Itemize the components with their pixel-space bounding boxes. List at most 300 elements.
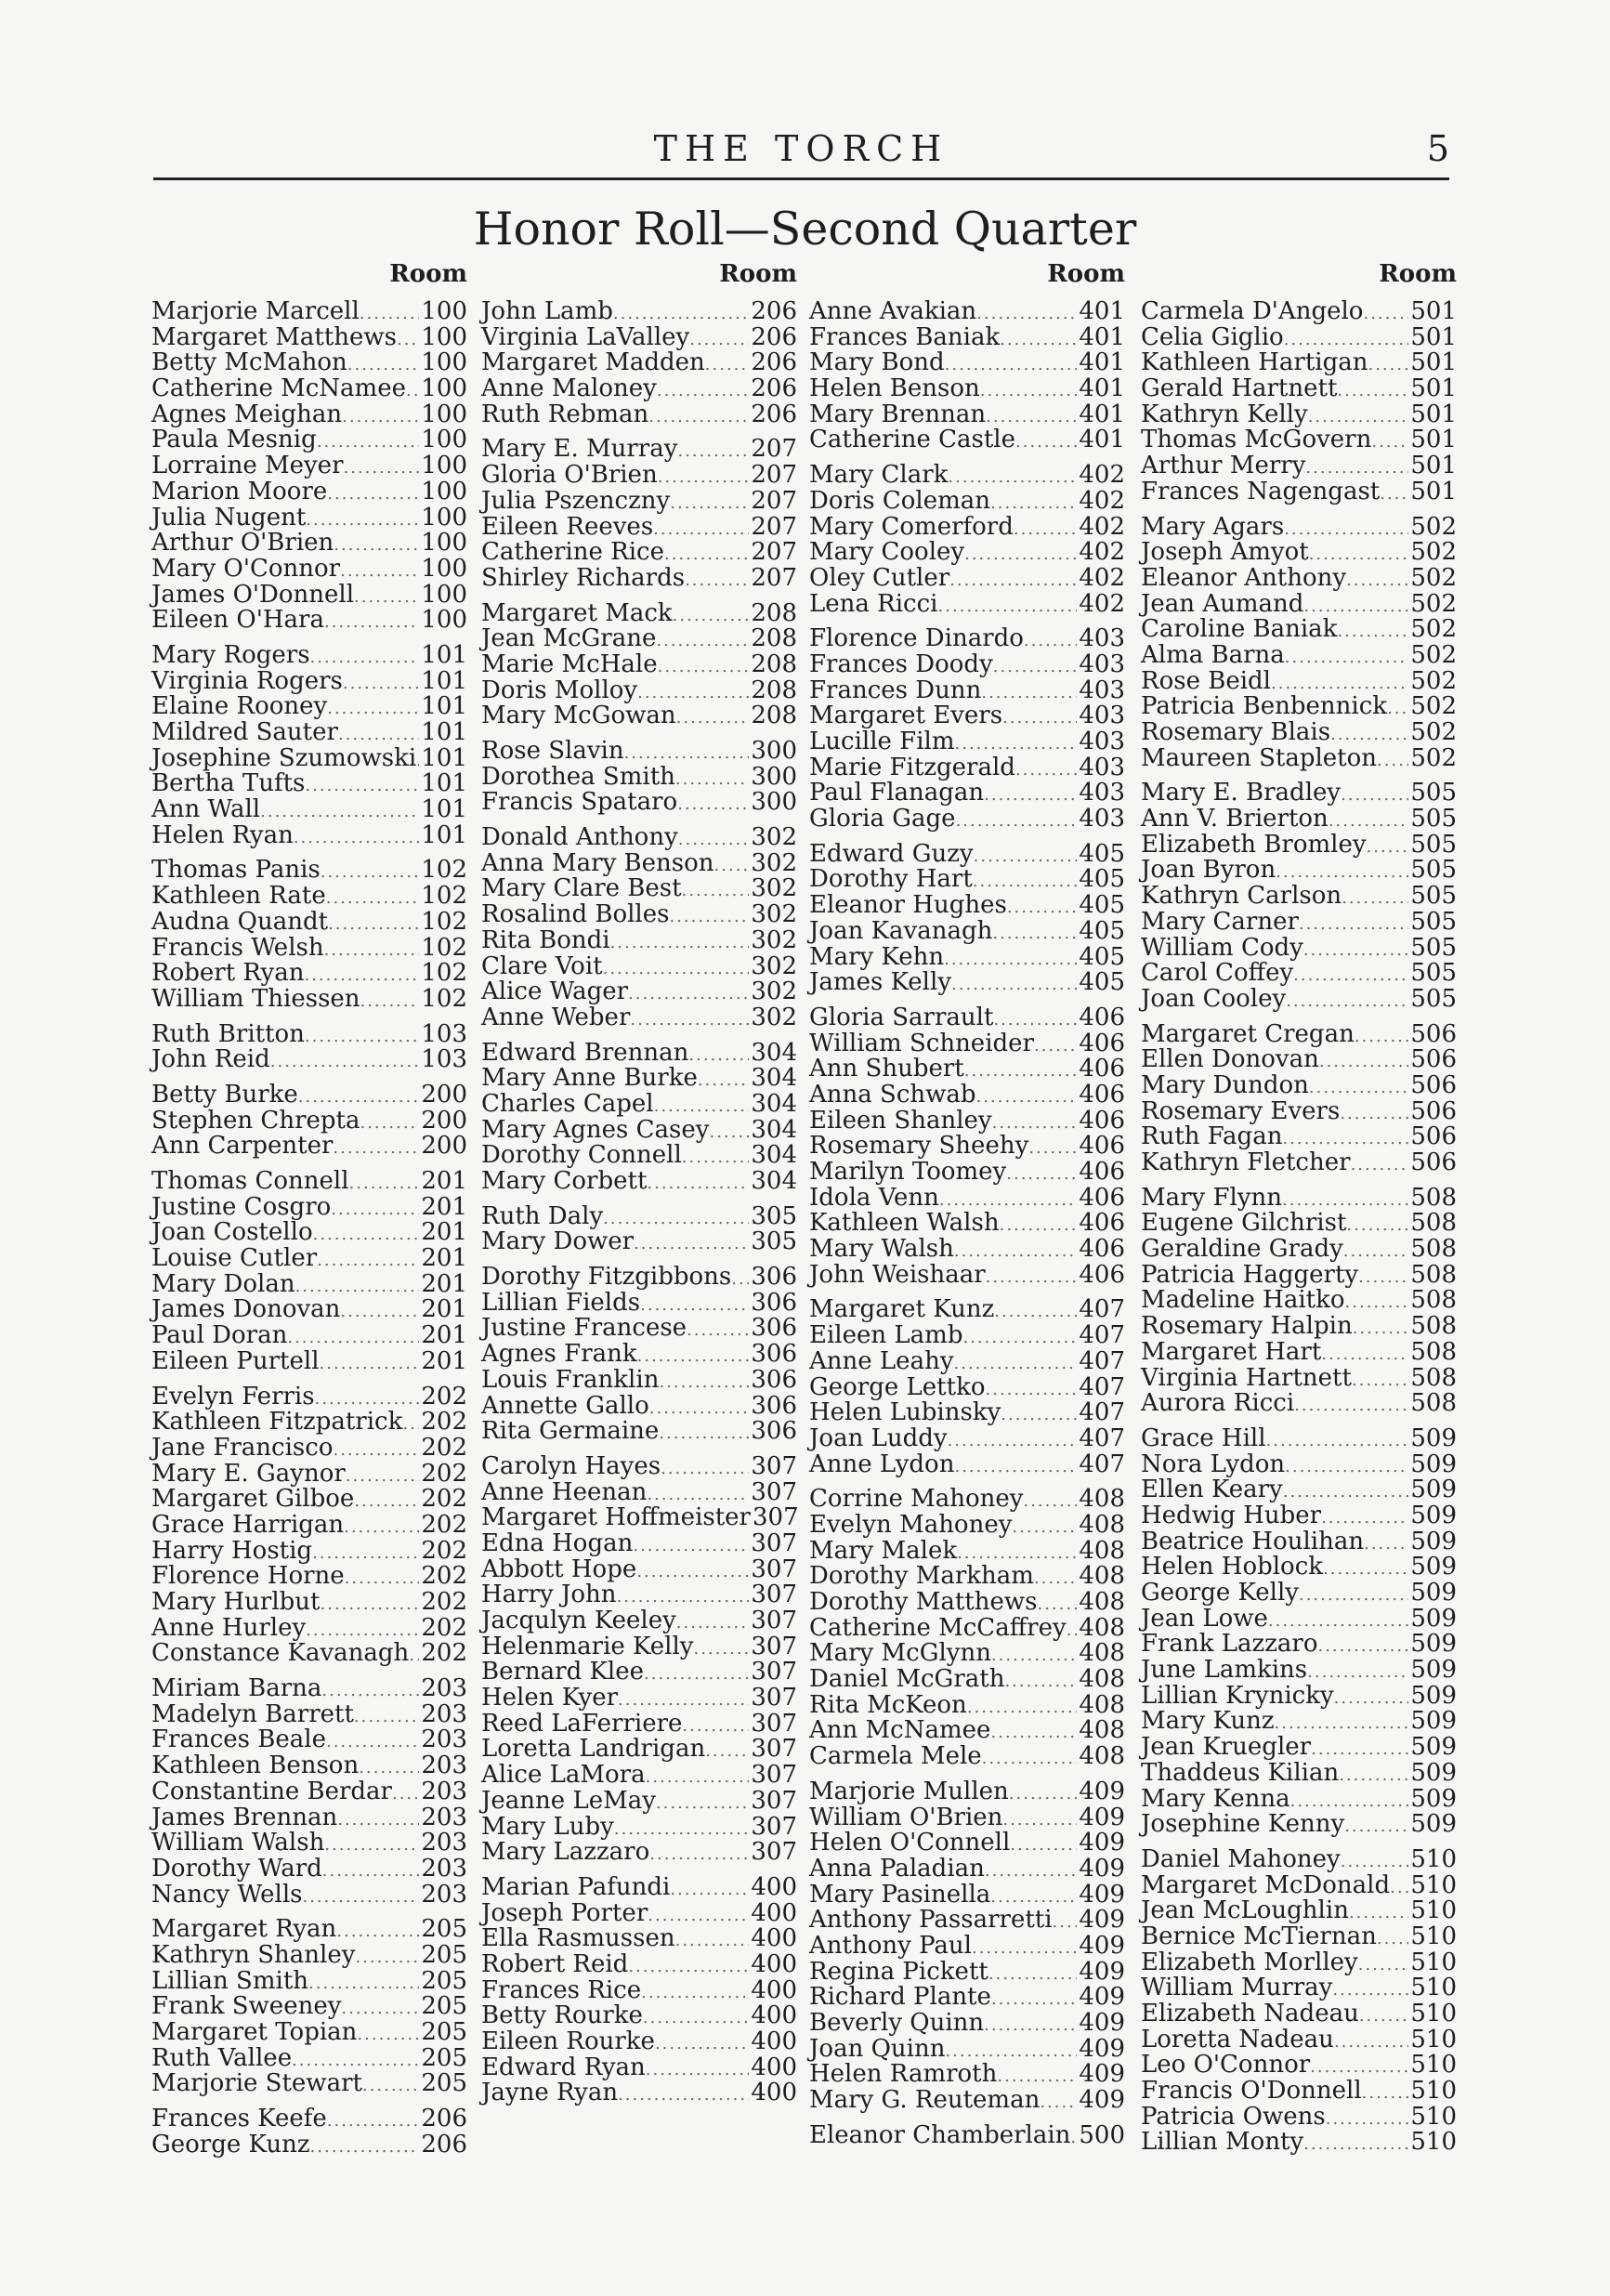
dot-leader — [1015, 757, 1077, 783]
room-number: 203 — [421, 1777, 467, 1805]
dot-leader — [646, 2057, 750, 2083]
honor-roll-entry — [809, 1183, 1125, 1212]
room-number: 203 — [421, 1854, 467, 1883]
room-number: 409 — [1079, 1931, 1125, 1960]
room-number: 406 — [1079, 1183, 1125, 1212]
honor-roll-entry — [151, 1192, 467, 1221]
honor-roll-entry — [809, 1082, 1125, 1109]
room-group — [809, 2120, 1125, 2149]
student-name: Elizabeth Bromley — [1141, 830, 1367, 859]
room-number: 307 — [751, 1607, 797, 1634]
honor-roll-entry — [809, 867, 1125, 893]
honor-roll-entry — [481, 876, 797, 902]
honor-roll-entry — [481, 2029, 797, 2055]
honor-roll-entry — [809, 1880, 1125, 1909]
room-number: 302 — [751, 848, 797, 877]
room-number: 508 — [1410, 1389, 1457, 1418]
room-number: 501 — [1410, 374, 1457, 403]
dot-leader — [1352, 1368, 1408, 1394]
room-group — [151, 1676, 467, 1908]
room-number: 509 — [1410, 1784, 1457, 1813]
room-number: 205 — [421, 1992, 467, 2021]
student-name: Joan Luddy — [809, 1424, 948, 1452]
room-number: 400 — [751, 1872, 797, 1901]
student-name: Regina Pickett — [809, 1957, 988, 1986]
student-name: Audna Quandt — [151, 907, 329, 936]
honor-roll-entry — [1141, 1452, 1457, 1478]
room-number: 400 — [751, 1975, 797, 2004]
honor-roll-entry — [809, 807, 1125, 833]
student-name: George Kunz — [151, 2130, 310, 2158]
student-name: Rosemary Evers — [1141, 1096, 1341, 1125]
honor-roll-entry — [1141, 858, 1457, 884]
dot-leader — [1363, 301, 1408, 327]
room-number: 407 — [1079, 1295, 1125, 1324]
dot-leader — [1326, 2106, 1409, 2132]
dot-leader — [1067, 1618, 1078, 1644]
room-number: 205 — [421, 2018, 467, 2046]
student-name: Mary Agnes Casey — [481, 1115, 710, 1144]
honor-roll-entry — [1141, 720, 1457, 746]
room-group — [481, 1038, 797, 1195]
student-name: Louise Cutler — [151, 1244, 318, 1273]
student-name: Gloria O'Brien — [481, 461, 658, 490]
student-name: Anthony Paul — [809, 1931, 972, 1960]
honor-roll-entry — [481, 540, 797, 566]
room-number: 502 — [1410, 563, 1457, 592]
dot-leader — [964, 542, 1077, 568]
header-rule — [153, 177, 1449, 180]
dot-leader — [360, 989, 420, 1015]
dot-leader — [962, 1325, 1077, 1351]
room-number: 100 — [421, 503, 467, 531]
room-number: 207 — [751, 538, 797, 567]
room-group — [1141, 1019, 1457, 1176]
honor-roll-entry — [809, 1613, 1125, 1642]
student-name: Helen Hoblock — [1141, 1553, 1324, 1581]
room-number: 206 — [751, 374, 797, 403]
student-name: Idola Venn — [809, 1183, 939, 1212]
dot-leader — [618, 2082, 749, 2108]
room-number: 401 — [1079, 400, 1125, 428]
student-name: Joan Cooley — [1141, 984, 1287, 1013]
honor-roll-entry — [809, 1106, 1125, 1135]
room-number: 400 — [751, 1924, 797, 1953]
honor-roll-entry — [809, 1260, 1125, 1289]
room-number: 406 — [1079, 1029, 1125, 1057]
honor-roll-entry — [809, 1323, 1125, 1349]
student-name: Margaret Hart — [1141, 1337, 1322, 1366]
room-number: 208 — [751, 676, 797, 704]
student-name: Marjorie Mullen — [809, 1777, 1009, 1805]
dot-leader — [661, 1456, 749, 1482]
room-number: 203 — [421, 1803, 467, 1831]
student-name: William Cody — [1141, 933, 1303, 962]
room-label: Room — [719, 260, 797, 288]
room-number: 405 — [1079, 942, 1125, 971]
room-number: 206 — [421, 2130, 467, 2158]
room-number: 304 — [751, 1141, 797, 1170]
honor-roll-entry — [809, 1908, 1125, 1934]
room-number: 501 — [1410, 477, 1457, 505]
student-name: Florence Horne — [151, 1562, 345, 1591]
room-number: 202 — [421, 1408, 467, 1437]
student-name: William O'Brien — [809, 1803, 1003, 1831]
honor-roll-entry — [1141, 2053, 1457, 2079]
honor-roll-entry — [809, 350, 1125, 376]
dot-leader — [270, 1049, 420, 1075]
honor-roll-entry — [809, 1931, 1125, 1960]
dot-leader — [1028, 1135, 1077, 1161]
room-number: 208 — [751, 649, 797, 678]
student-name: Mary E. Gaynor — [151, 1459, 346, 1488]
room-number: 205 — [421, 2069, 467, 2098]
student-name: Carmela Mele — [809, 1742, 982, 1771]
honor-roll-entry — [151, 1510, 467, 1539]
honor-roll-entry — [809, 1056, 1125, 1082]
honor-roll-entry — [151, 1994, 467, 2020]
honor-roll-entry — [481, 1812, 797, 1841]
honor-roll-entry — [481, 762, 797, 791]
dot-leader — [402, 1411, 419, 1437]
room-number: 100 — [421, 297, 467, 325]
student-name: Reed LaFerriere — [481, 1709, 683, 1738]
student-name: Mary Walsh — [809, 1235, 954, 1264]
dot-leader — [357, 2022, 419, 2048]
student-name: Mary Hurlbut — [151, 1588, 321, 1616]
student-name: Virginia Hartnett — [1141, 1363, 1352, 1392]
honor-roll-entry — [1141, 479, 1457, 505]
dot-leader — [670, 1877, 749, 1903]
honor-roll-entry — [151, 666, 467, 695]
student-name: Helen Kyer — [481, 1684, 619, 1712]
student-name: Loretta Landrigan — [481, 1735, 706, 1764]
honor-roll-entry — [1141, 540, 1457, 566]
student-name: Rosemary Blais — [1141, 718, 1331, 746]
dot-leader — [1362, 2080, 1409, 2106]
student-name: Frances Beale — [151, 1725, 326, 1754]
honor-roll-entry — [481, 1169, 797, 1195]
room-group — [151, 1019, 467, 1074]
student-name: Helen Lubinsky — [809, 1398, 1001, 1427]
honor-roll-entry — [481, 1898, 797, 1927]
dot-leader — [675, 767, 749, 793]
room-number: 409 — [1079, 1957, 1125, 1986]
room-number: 307 — [751, 1528, 797, 1557]
room-number: 100 — [421, 400, 467, 428]
dot-leader — [1002, 1807, 1077, 1833]
honor-roll-entry — [151, 1082, 467, 1109]
room-number: 307 — [751, 1477, 797, 1506]
journal-title: THE TORCH — [653, 128, 949, 169]
room-number: 510 — [1410, 1922, 1457, 1950]
student-name: Frances Rice — [481, 1975, 642, 2004]
room-number: 406 — [1079, 1080, 1125, 1109]
student-name: James Donovan — [151, 1295, 341, 1324]
room-number: 409 — [1079, 1983, 1125, 2012]
dot-leader — [1342, 886, 1408, 912]
room-number: 510 — [1410, 1896, 1457, 1925]
student-name: Carolyn Hayes — [481, 1451, 661, 1480]
student-name: Maureen Stapleton — [1141, 743, 1378, 772]
dot-leader — [392, 1781, 419, 1807]
honor-roll-entry — [151, 1856, 467, 1883]
room-number: 102 — [421, 984, 467, 1013]
room-number: 302 — [751, 900, 797, 929]
student-name: Margaret Hoffmeister — [481, 1503, 751, 1532]
student-name: Thaddeus Kilian — [1141, 1758, 1340, 1787]
dot-leader — [1285, 1454, 1408, 1480]
honor-roll-entry — [809, 1779, 1125, 1805]
student-name: Joseph Porter — [481, 1898, 648, 1927]
room-number: 502 — [1410, 538, 1457, 567]
student-name: Anne Hurley — [151, 1613, 307, 1642]
honor-roll-entry — [481, 486, 797, 515]
student-name: Mary Dower — [481, 1227, 635, 1256]
student-name: Betty Rourke — [481, 2001, 643, 2030]
room-number: 403 — [1079, 728, 1125, 755]
honor-roll-entry — [481, 598, 797, 627]
honor-roll-entry — [151, 797, 467, 823]
dot-leader — [354, 1489, 419, 1515]
dot-leader — [634, 1231, 749, 1257]
honor-roll-entry — [809, 626, 1125, 652]
honor-roll-entry — [809, 589, 1125, 618]
room-group — [481, 1201, 797, 1256]
honor-roll-entry — [1141, 1898, 1457, 1924]
honor-roll-entry — [481, 2055, 797, 2081]
dot-leader — [1004, 1669, 1077, 1695]
honor-roll-entry — [151, 907, 467, 936]
room-number: 201 — [421, 1167, 467, 1195]
room-number: 508 — [1410, 1312, 1457, 1341]
room-number: 502 — [1410, 512, 1457, 541]
honor-roll-column — [809, 299, 1125, 2158]
honor-roll-entry — [1141, 512, 1457, 541]
dot-leader — [1001, 1402, 1077, 1428]
room-group — [481, 437, 797, 591]
dot-leader — [990, 1720, 1077, 1746]
room-number: 305 — [751, 1227, 797, 1256]
room-number: 206 — [751, 322, 797, 351]
honor-roll-entry — [151, 554, 467, 583]
honor-roll-entry — [151, 1169, 467, 1195]
room-group — [481, 1451, 799, 1867]
honor-roll-entry — [809, 942, 1125, 971]
student-name: Kathleen Benson — [151, 1752, 360, 1780]
student-name: Betty McMahon — [151, 348, 347, 377]
room-number: 103 — [421, 1019, 467, 1048]
student-name: Eileen Lamb — [809, 1321, 963, 1350]
room-number: 307 — [751, 1709, 797, 1738]
honor-roll-entry — [809, 839, 1125, 868]
room-number: 102 — [421, 882, 467, 911]
student-name: Nancy Wells — [151, 1880, 303, 1909]
dot-leader — [675, 1928, 750, 1954]
honor-roll-entry — [809, 1400, 1125, 1426]
room-number: 506 — [1410, 1148, 1457, 1176]
student-name: Thomas Connell — [151, 1167, 349, 1195]
honor-roll-entry — [151, 1047, 467, 1073]
dot-leader — [1299, 912, 1408, 938]
room-number: 206 — [751, 348, 797, 377]
room-number: 302 — [751, 823, 797, 852]
honor-roll-entry — [151, 743, 467, 772]
honor-roll-entry — [1141, 1658, 1457, 1684]
dot-leader — [1346, 568, 1408, 594]
dot-leader — [1387, 696, 1408, 722]
room-number: 407 — [1079, 1424, 1125, 1452]
room-number: 409 — [1079, 2009, 1125, 2037]
dot-leader — [340, 1299, 419, 1325]
student-name: Patricia Benbennick — [1141, 692, 1388, 721]
dot-leader — [956, 808, 1078, 834]
student-name: Dorothy Hart — [809, 865, 973, 894]
student-name: Lillian Krynicky — [1141, 1681, 1334, 1710]
student-name: Mary Pasinella — [809, 1880, 991, 1909]
student-name: Gloria Gage — [809, 805, 956, 833]
room-number: 403 — [1079, 779, 1125, 807]
dot-leader — [1371, 429, 1408, 455]
student-name: Grace Hill — [1141, 1424, 1266, 1452]
honor-roll-entry — [481, 1365, 797, 1394]
room-number: 502 — [1410, 743, 1457, 772]
room-group — [809, 1297, 1125, 1477]
honor-roll-entry — [481, 1528, 797, 1557]
student-name: Robert Reid — [481, 1949, 629, 1978]
room-number: 501 — [1410, 297, 1457, 325]
honor-roll-entry — [151, 1940, 467, 1969]
room-number: 509 — [1410, 1733, 1457, 1762]
room-number: 406 — [1079, 1132, 1125, 1161]
student-name: John Reid — [151, 1045, 270, 1074]
room-number: 409 — [1079, 1906, 1125, 1935]
honor-roll-entry — [1141, 1581, 1457, 1607]
room-number: 400 — [751, 1898, 797, 1927]
honor-roll-entry — [1141, 322, 1457, 351]
dot-leader — [360, 1110, 419, 1136]
room-number: 405 — [1079, 916, 1125, 945]
student-name: Edward Guzy — [809, 839, 974, 868]
student-name: Edward Brennan — [481, 1038, 689, 1067]
honor-roll-entry — [809, 563, 1125, 592]
student-name: Frank Lazzaro — [1141, 1630, 1318, 1659]
room-number: 200 — [421, 1080, 467, 1109]
dot-leader — [1355, 1024, 1409, 1050]
honor-roll-entry — [1141, 453, 1457, 479]
student-name: Kathleen Rate — [151, 882, 326, 911]
honor-roll-entry — [151, 1106, 467, 1135]
student-name: Frances Doody — [809, 649, 993, 678]
student-name: Mary Rogers — [151, 640, 310, 669]
honor-roll-entry — [809, 781, 1125, 807]
dot-leader — [1285, 645, 1409, 671]
student-name: Paul Doran — [151, 1321, 288, 1350]
dot-leader — [643, 2005, 749, 2031]
honor-roll-entry — [151, 1805, 467, 1831]
room-number: 509 — [1410, 1707, 1457, 1736]
student-name: Dorothea Smith — [481, 762, 675, 791]
room-number: 408 — [1079, 1588, 1125, 1616]
student-name: Helen Ryan — [151, 820, 294, 849]
dot-leader — [669, 904, 749, 930]
student-name: Donald Anthony — [481, 823, 678, 852]
dot-leader — [1014, 517, 1077, 543]
dot-leader — [1364, 1531, 1408, 1557]
dot-leader — [321, 1592, 420, 1618]
dot-leader — [1023, 1489, 1077, 1515]
honor-roll-column — [151, 299, 467, 2167]
student-name: Frances Keefe — [151, 2105, 327, 2133]
room-number: 201 — [421, 1295, 467, 1324]
student-name: Dorothy Markham — [809, 1562, 1034, 1591]
student-name: Rita Bondi — [481, 925, 610, 954]
student-name: John Weishaar — [809, 1260, 986, 1289]
honor-roll-entry — [1141, 1237, 1457, 1263]
room-number: 307 — [751, 1632, 797, 1660]
honor-roll-entry — [481, 703, 797, 729]
room-number: 305 — [751, 1201, 797, 1230]
student-name: Margaret McDonald — [1141, 1870, 1391, 1899]
dot-leader — [1053, 1909, 1078, 1935]
honor-roll-entry — [151, 2020, 467, 2046]
dot-leader — [349, 1171, 420, 1197]
student-name: Betty Burke — [151, 1080, 298, 1109]
room-number: 510 — [1410, 2051, 1457, 2080]
student-name: Anne Maloney — [481, 374, 657, 403]
dot-leader — [1286, 989, 1408, 1015]
student-name: Kathryn Fletcher — [1141, 1148, 1351, 1176]
honor-roll-entry — [481, 437, 797, 463]
room-group — [1141, 512, 1457, 772]
honor-roll-entry — [809, 1856, 1125, 1883]
student-name: Ann Carpenter — [151, 1132, 334, 1161]
dot-leader — [310, 2134, 420, 2160]
dot-leader — [1293, 963, 1408, 989]
honor-roll-entry — [809, 486, 1125, 515]
room-number: 100 — [421, 554, 467, 583]
student-name: Ruth Fagan — [1141, 1122, 1283, 1151]
dot-leader — [1359, 2003, 1409, 2029]
room-number: 506 — [1410, 1122, 1457, 1151]
honor-roll-entry — [481, 979, 797, 1005]
student-name: Ruth Daly — [481, 1201, 604, 1230]
dot-leader — [406, 378, 419, 404]
student-name: Mary G. Reuteman — [809, 2086, 1041, 2115]
honor-roll-entry — [151, 720, 467, 746]
dot-leader — [984, 2013, 1077, 2039]
student-name: Anne Avakian — [809, 297, 977, 325]
room-number: 300 — [751, 762, 797, 791]
room-number: 203 — [421, 1699, 467, 1728]
room-group — [1141, 781, 1457, 1012]
dot-leader — [938, 594, 1078, 620]
honor-roll-entry — [481, 951, 797, 980]
dot-leader — [676, 705, 750, 731]
room-number: 509 — [1410, 1476, 1457, 1504]
honor-roll-entry — [481, 1557, 797, 1583]
room-number: 510 — [1410, 1844, 1457, 1873]
dot-leader — [362, 2073, 419, 2099]
student-name: Edna Hogan — [481, 1528, 634, 1557]
dot-leader — [994, 1299, 1077, 1325]
honor-roll-entry — [1141, 1019, 1457, 1048]
honor-roll-entry — [481, 1419, 797, 1445]
honor-roll-entry — [809, 1985, 1125, 2011]
dot-leader — [656, 1791, 749, 1817]
student-name: June Lamkins — [1141, 1656, 1308, 1685]
student-name: Mildred Sauter — [151, 718, 338, 746]
